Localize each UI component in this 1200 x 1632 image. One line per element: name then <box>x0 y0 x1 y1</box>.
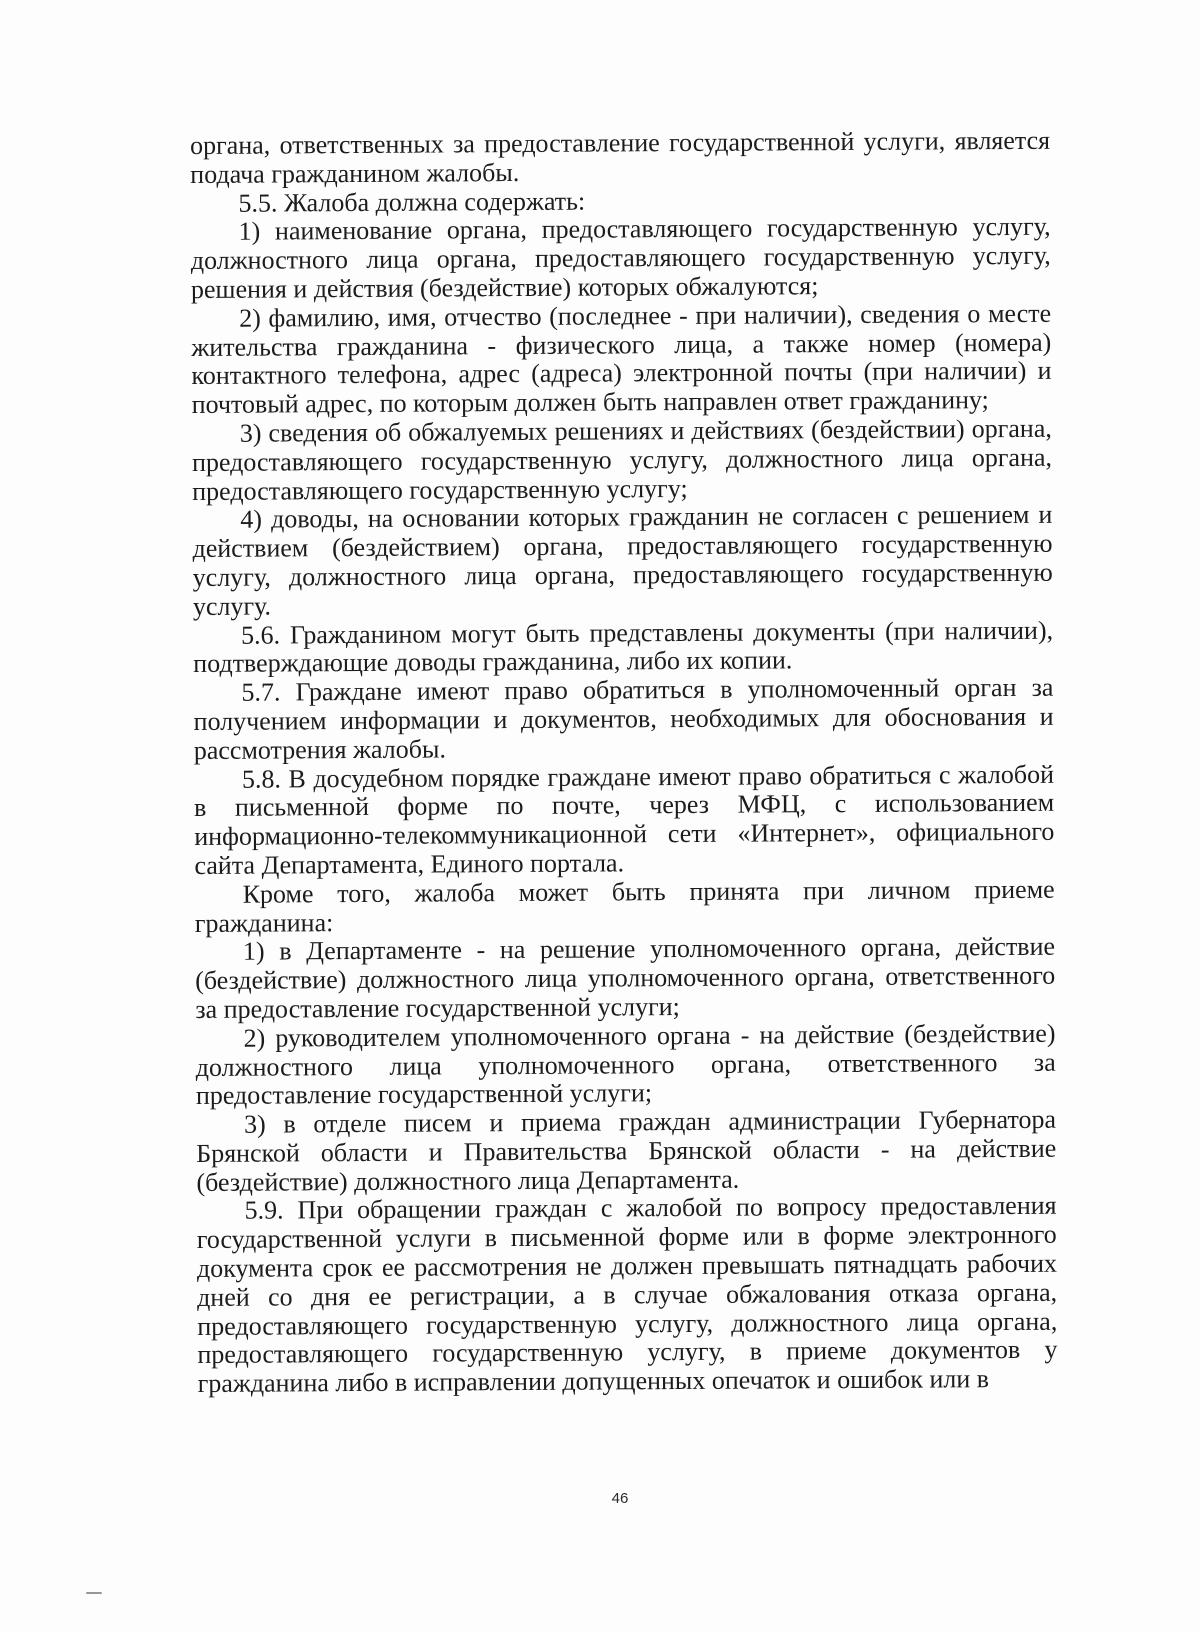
paragraph-5-8: 5.8. В досудебном порядке граждане имеют право обратиться с жалобой в письменной форме по почте, через МФЦ, с использованием информационно-телекоммуникационной сети «Интернет», официального сайта Департамента, Единого портала. <box>194 759 1055 880</box>
paragraph-reception-item-3: 3) в отделе писем и приема граждан администрации Губернатора Брянской области и Правительства Брянской области - на действие (бездействие) должностного лица Департамента. <box>196 1104 1057 1197</box>
paragraph-reception-item-2: 2) руководителем уполномоченного органа - на действие (бездействие) должностного лица уполномоченного органа, ответственного за предоставление государственной услуги; <box>195 1018 1056 1111</box>
scan-artifact <box>86 1592 102 1594</box>
paragraph-5-5-item-2: 2) фамилию, имя, отчество (последнее - при наличии), сведения о месте жительства гражданина - физического лица, а также номер (номера) контактного телефона, адрес (адреса) электронной почты (при наличии) и почтовый адрес, по которым должен быть направлен ответ гражданину; <box>191 298 1052 420</box>
paragraph-continuation: органа, ответственных за предоставление государственной услуги, является подача гражданином жалобы. <box>189 125 1051 189</box>
paragraph-5-5-heading: 5.5. Жалоба должна содержать: <box>238 186 586 218</box>
page-number: 46 <box>611 1490 629 1507</box>
paragraph-5-5-item-1: 1) наименование органа, предоставляющего государственную услугу, должностного лица органа, предоставляющего государственную услугу, решения и действия (бездействие) которых обжалуются; <box>190 212 1051 304</box>
paragraph-5-5-item-4: 4) доводы, на основании которых гражданин не согласен с решением и действием (бездействием) органа, предоставляющего государственную услугу, должностного лица органа, предоставляющего государственную услугу. <box>192 500 1053 621</box>
paragraph-5-7: 5.7. Граждане имеют право обратиться в уполномоченный орган за получением информации и документов, необходимых для обоснования и рассмотрения жалобы. <box>193 672 1054 765</box>
paragraph-personal-reception: Кроме того, жалоба может быть принята при личном приеме гражданина: <box>194 874 1055 938</box>
paragraph-5-6: 5.6. Гражданином могут быть представлены документы (при наличии), подтверждающие доводы гражданина, либо их копии. <box>193 615 1054 679</box>
paragraph-5-9: 5.9. При обращении граждан с жалобой по вопросу предоставления государственной услуги в письменной форме или в форме электронного документа срок ее рассмотрения не должен превышать пятнадцать рабочих дней со дня ее регистрации, а в случае обжалования отказа органа, предоставляющего государственную услугу, должностного лица органа, предоставляющего государственную услугу, в приеме документов у гражданина либо в исправлении допущенных опечаток и ошибок или в <box>196 1191 1058 1399</box>
paragraph-5-5-item-3: 3) сведения об обжалуемых решениях и действиях (бездействии) органа, предоставляющего государственную услугу, должностного лица органа, предоставляющего государственную услугу; <box>191 413 1053 506</box>
paragraph-reception-item-1: 1) в Департаменте - на решение уполномоченного органа, действие (бездействие) должностного лица уполномоченного органа, ответственного за предоставление государственной услуги; <box>195 932 1056 1024</box>
document-body <box>190 127 1058 1399</box>
